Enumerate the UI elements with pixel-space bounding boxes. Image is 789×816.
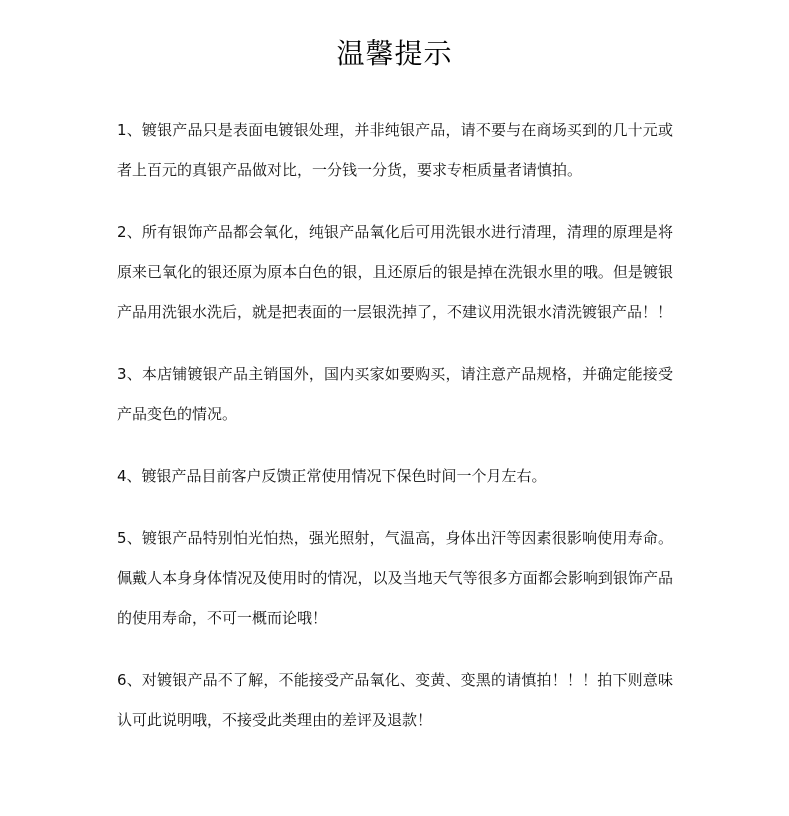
notice-item-2: 2、所有银饰产品都会氧化，纯银产品氧化后可用洗银水进行清理，清理的原理是将原来已氧化的银还原为原本白色的银，且还原后的银是掉在洗银水里的哦。但是镀银产品用洗银水洗后，就是把表面的一层银洗掉了，不建议用洗银水清洗镀银产品！！ xyxy=(117,223,673,321)
notice-item-1: 1、镀银产品只是表面电镀银处理，并非纯银产品，请不要与在商场买到的几十元或者上百元的真银产品做对比，一分钱一分货，要求专柜质量者请慎拍。 xyxy=(117,121,673,179)
notice-item-6: 6、对镀银产品不了解，不能接受产品氧化、变黄、变黑的请慎拍！！！拍下则意味认可此说明哦，不接受此类理由的差评及退款！ xyxy=(117,671,673,729)
notice-item-3: 3、本店铺镀银产品主销国外，国内买家如要购买，请注意产品规格，并确定能接受产品变色的情况。 xyxy=(117,365,673,423)
notice-list xyxy=(117,110,673,762)
notice-item-5: 5、镀银产品特别怕光怕热，强光照射，气温高，身体出汗等因素很影响使用寿命。佩戴人本身身体情况及使用时的情况，以及当地天气等很多方面都会影响到银饰产品的使用寿命，不可一概而论哦！ xyxy=(117,529,673,627)
notice-item-4: 4、镀银产品目前客户反馈正常使用情况下保色时间一个月左右。 xyxy=(117,467,547,485)
page-title: 温馨提示 xyxy=(336,37,453,70)
